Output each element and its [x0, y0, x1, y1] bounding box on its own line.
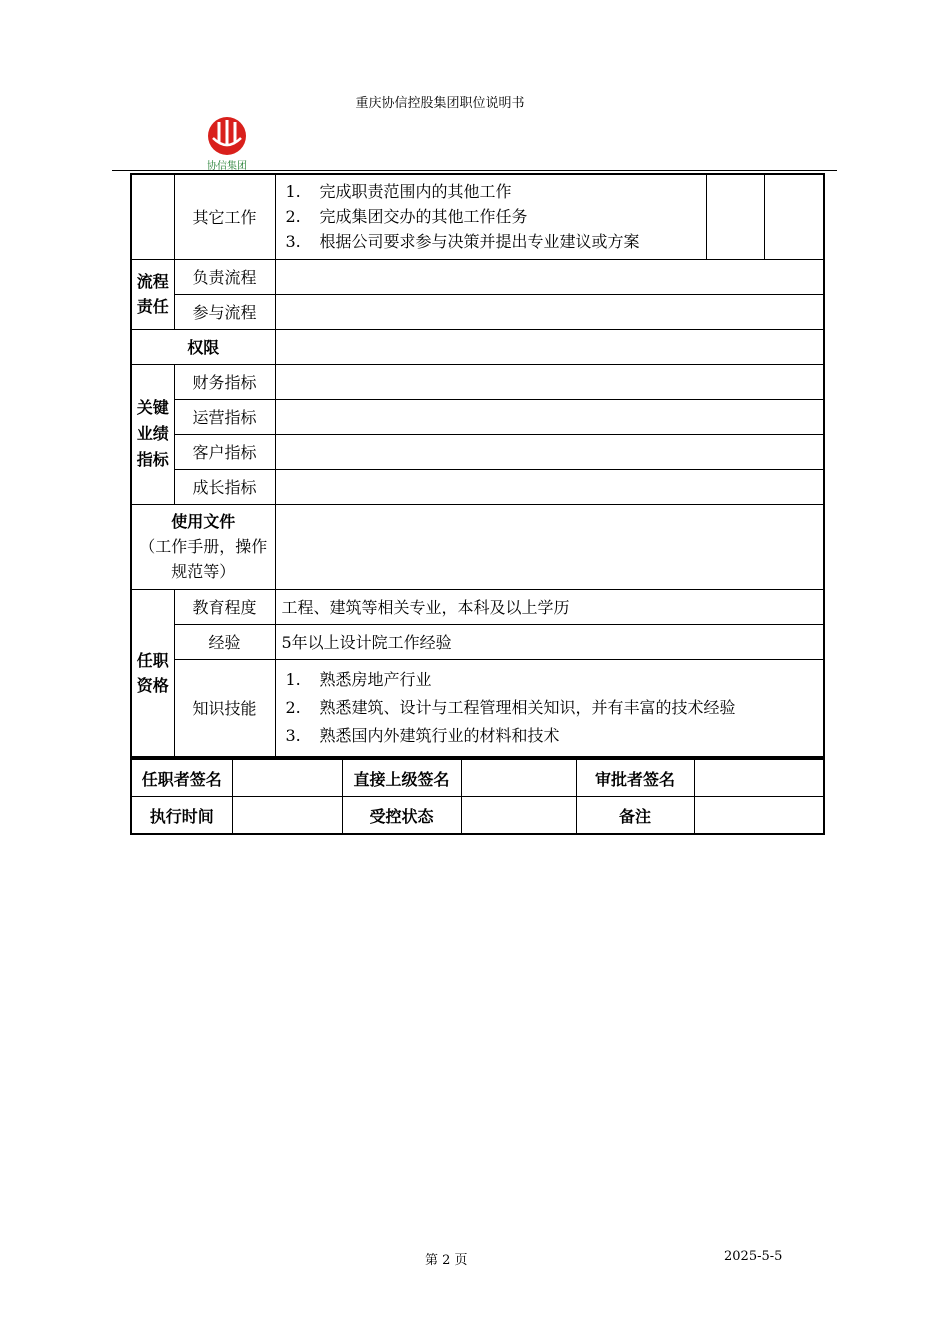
documents-value	[275, 504, 824, 589]
exec-time-field	[232, 797, 342, 835]
kpi-group-label: 关键业绩指标	[131, 364, 174, 504]
customer-kpi-value	[275, 434, 824, 469]
customer-kpi-label: 客户指标	[174, 434, 275, 469]
table-row	[131, 759, 824, 797]
job-description-table	[130, 173, 825, 758]
documents-label: 使用文件	[171, 512, 236, 531]
approver-signature-label: 审批者签名	[576, 759, 694, 797]
list-item: 2. 完成集团交办的其他工作任务	[285, 207, 528, 227]
empty-cell	[706, 174, 764, 259]
exec-time-label: 执行时间	[131, 797, 232, 835]
control-status-field	[461, 797, 576, 835]
documents-cell	[131, 504, 275, 589]
table-row	[131, 469, 824, 504]
supervisor-signature-label: 直接上级签名	[342, 759, 461, 797]
table-row	[131, 797, 824, 835]
header-divider	[112, 170, 837, 171]
education-value: 工程、建筑等相关专业，本科及以上学历	[275, 589, 824, 624]
control-status-label: 受控状态	[342, 797, 461, 835]
growth-kpi-label: 成长指标	[174, 469, 275, 504]
authority-label: 权限	[131, 329, 275, 364]
list-item: 1. 熟悉房地产行业	[285, 669, 432, 689]
table-row	[131, 659, 824, 757]
list-item: 2. 熟悉建筑、设计与工程管理相关知识，并有丰富的技术经验	[285, 697, 736, 717]
empty-cell	[131, 174, 174, 259]
remark-field	[694, 797, 824, 835]
documents-sub-label: （工作手册，操作规范等）	[139, 537, 268, 581]
responsible-process-label: 负责流程	[174, 259, 275, 294]
logo-text: 协信集团	[207, 161, 247, 172]
other-work-list	[275, 174, 706, 259]
supervisor-signature-field	[461, 759, 576, 797]
table-row	[131, 294, 824, 329]
table-row	[131, 259, 824, 294]
page-header-title: 重庆协信控股集团职位说明书	[355, 96, 525, 111]
participate-process-label: 参与流程	[174, 294, 275, 329]
process-group-label: 流程责任	[131, 259, 174, 329]
page-number: 第 2 页	[425, 1253, 468, 1268]
company-logo	[197, 116, 257, 174]
education-label: 教育程度	[174, 589, 275, 624]
footer-date: 2025-5-5	[724, 1249, 783, 1264]
qualification-group-label: 任职资格	[131, 589, 174, 757]
table-row	[131, 504, 824, 589]
empty-cell	[764, 174, 824, 259]
experience-value: 5年以上设计院工作经验	[275, 624, 824, 659]
operation-kpi-value	[275, 399, 824, 434]
table-row	[131, 329, 824, 364]
finance-kpi-label: 财务指标	[174, 364, 275, 399]
table-row	[131, 174, 824, 259]
skills-list	[275, 659, 824, 757]
approver-signature-field	[694, 759, 824, 797]
authority-value	[275, 329, 824, 364]
table-row	[131, 624, 824, 659]
signature-table	[130, 758, 825, 835]
holder-signature-field	[232, 759, 342, 797]
skills-label: 知识技能	[174, 659, 275, 757]
operation-kpi-label: 运营指标	[174, 399, 275, 434]
experience-label: 经验	[174, 624, 275, 659]
list-item: 1. 完成职责范围内的其他工作	[285, 182, 512, 202]
growth-kpi-value	[275, 469, 824, 504]
remark-label: 备注	[576, 797, 694, 835]
responsible-process-value	[275, 259, 824, 294]
table-row	[131, 589, 824, 624]
holder-signature-label: 任职者签名	[131, 759, 232, 797]
list-item: 3. 根据公司要求参与决策并提出专业建议或方案	[285, 232, 640, 252]
other-work-label: 其它工作	[174, 174, 275, 259]
finance-kpi-value	[275, 364, 824, 399]
list-item: 3. 熟悉国内外建筑行业的材料和技术	[285, 725, 560, 745]
participate-process-value	[275, 294, 824, 329]
table-row	[131, 434, 824, 469]
table-row	[131, 399, 824, 434]
table-row	[131, 364, 824, 399]
